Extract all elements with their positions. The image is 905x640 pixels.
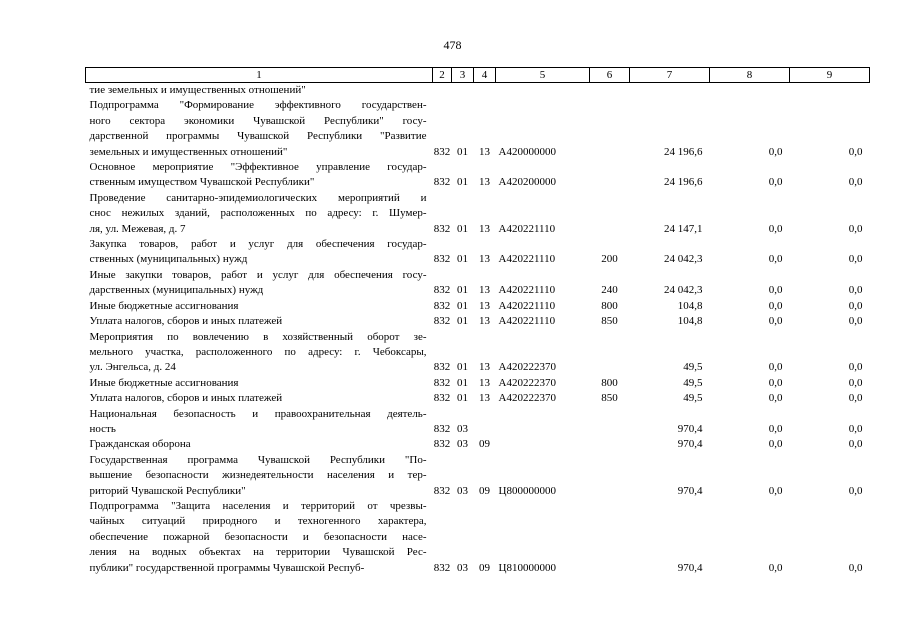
- cell-subsection: 13: [479, 145, 490, 158]
- cell-subsection: 09: [479, 438, 490, 451]
- item-name-line: снос нежилых зданий, расположенных по адресу: г. Шумер-: [89, 207, 427, 220]
- table-row: [86, 83, 870, 99]
- table-body: [86, 83, 870, 577]
- page-number: 478: [443, 38, 462, 52]
- cell-amount-col8: 0,0: [768, 315, 783, 328]
- cell-amount-col8: 0,0: [768, 222, 783, 235]
- item-name-line: риторий Чувашской Республики": [89, 484, 246, 497]
- cell-target-article: А420222370: [498, 361, 556, 374]
- cell-subsection: 13: [479, 361, 490, 374]
- cell-target-article: Ц800000000: [498, 484, 556, 497]
- cell-target-article: [496, 83, 590, 99]
- cell-amount-col7: 24 042,3: [664, 284, 703, 297]
- cell-ministry-code: 832: [433, 176, 451, 189]
- cell-section: 03: [457, 561, 468, 574]
- cell-target-article: А420200000: [498, 176, 556, 189]
- cell-expense-type: 800: [601, 299, 618, 312]
- cell-item-name: [86, 98, 433, 160]
- cell-amount-col8: 0,0: [768, 145, 783, 158]
- item-name-line: Подпрограмма "Формирование эффективного государствен-: [89, 99, 427, 112]
- item-name-line: дарственной программы Чувашской Республики "Развитие: [89, 130, 427, 143]
- cell-expense-type: [590, 330, 630, 376]
- item-name-line: Закупка товаров, работ и услуг для обеспечения государ-: [89, 238, 427, 251]
- cell-amount-col9: 0,0: [848, 376, 863, 389]
- cell-amount-col7: 970,4: [677, 422, 703, 435]
- cell-amount-col8: [710, 83, 790, 99]
- item-name-line: ля, ул. Межевая, д. 7: [89, 222, 186, 235]
- cell-target-article: А420222370: [498, 392, 556, 405]
- cell-ministry-code: 832: [433, 315, 451, 328]
- cell-expense-type: 850: [601, 315, 618, 328]
- cell-subsection: 13: [479, 284, 490, 297]
- item-name-line: ного сектора экономики Чувашской Республики" госу-: [89, 114, 427, 127]
- cell-amount-col7: [630, 83, 710, 99]
- header-row: [86, 68, 870, 83]
- cell-target-article: А420222370: [498, 376, 556, 389]
- cell-item-name: [86, 314, 433, 329]
- cell-item-name: [86, 376, 433, 391]
- cell-section: [452, 83, 474, 99]
- cell-section: 01: [457, 176, 468, 189]
- cell-section: 01: [457, 392, 468, 405]
- cell-ministry-code: 832: [433, 561, 451, 574]
- cell-amount-col9: 0,0: [848, 422, 863, 435]
- cell-ministry-code: 832: [433, 222, 451, 235]
- cell-expense-type: 240: [601, 284, 618, 297]
- item-name-line: Уплата налогов, сборов и иных платежей: [89, 392, 283, 405]
- cell-amount-col9: 0,0: [848, 145, 863, 158]
- header-col-4: 4: [474, 68, 496, 83]
- item-name-line: вышение безопасности жизнедеятельности населения и тер-: [89, 469, 427, 482]
- cell-item-name: [86, 237, 433, 268]
- cell-target-article: А420221110: [498, 253, 556, 266]
- cell-subsection: 13: [479, 222, 490, 235]
- cell-amount-col7: 49,5: [683, 376, 703, 389]
- cell-amount-col7: 49,5: [683, 361, 703, 374]
- cell-ministry-code: 832: [433, 145, 451, 158]
- table-row: [86, 376, 870, 391]
- cell-ministry-code: 832: [433, 376, 451, 389]
- cell-subsection: [474, 407, 496, 438]
- cell-ministry-code: 832: [433, 253, 451, 266]
- cell-target-article: А420000000: [498, 145, 556, 158]
- table-row: [86, 499, 870, 576]
- cell-amount-col9: 0,0: [848, 176, 863, 189]
- cell-ministry-code: 832: [433, 299, 451, 312]
- table-row: [86, 98, 870, 160]
- item-name-line: Гражданская оборона: [89, 438, 191, 451]
- cell-target-article: А420221110: [498, 315, 556, 328]
- cell-amount-col8: 0,0: [768, 361, 783, 374]
- cell-expense-type: [590, 83, 630, 99]
- cell-ministry-code: 832: [433, 484, 451, 497]
- item-name-line: тие земельных и имущественных отношений": [89, 84, 306, 96]
- cell-ministry-code: 832: [433, 438, 451, 451]
- item-name-line: ность: [89, 422, 116, 435]
- cell-amount-col9: 0,0: [848, 361, 863, 374]
- cell-subsection: 09: [479, 561, 490, 574]
- cell-amount-col8: 0,0: [768, 484, 783, 497]
- cell-target-article: А420221110: [498, 284, 556, 297]
- item-name-line: ления на водных объектах на территории Чувашской Рес-: [89, 546, 427, 559]
- header-col-7: 7: [630, 68, 710, 83]
- cell-expense-type: [590, 453, 630, 499]
- cell-expense-type: [590, 98, 630, 160]
- item-name-line: Проведение санитарно-эпидемиологических мероприятий и: [89, 191, 427, 204]
- cell-amount-col9: [790, 83, 870, 99]
- cell-expense-type: [590, 437, 630, 452]
- cell-section: 01: [457, 222, 468, 235]
- item-name-line: Мероприятия по вовлечению в хозяйственный оборот зе-: [89, 330, 427, 343]
- cell-amount-col9: 0,0: [848, 284, 863, 297]
- item-name-line: Государственная программа Чувашской Республики "По-: [89, 453, 427, 466]
- header-col-1: 1: [86, 68, 433, 83]
- cell-section: 01: [457, 253, 468, 266]
- item-name-line: Национальная безопасность и правоохранительная деятель-: [89, 407, 427, 420]
- table-header: [86, 68, 870, 83]
- header-col-2: 2: [433, 68, 452, 83]
- header-col-5: 5: [496, 68, 590, 83]
- cell-subsection: 13: [479, 299, 490, 312]
- item-name-line: чайных ситуаций природного и техногенного характера,: [89, 515, 427, 528]
- cell-section: 01: [457, 376, 468, 389]
- header-col-6: 6: [590, 68, 630, 83]
- cell-amount-col9: 0,0: [848, 484, 863, 497]
- cell-amount-col8: 0,0: [768, 561, 783, 574]
- cell-section: 01: [457, 361, 468, 374]
- cell-subsection: 09: [479, 484, 490, 497]
- cell-amount-col8: 0,0: [768, 422, 783, 435]
- cell-section: 03: [457, 438, 468, 451]
- cell-amount-col7: 970,4: [677, 561, 703, 574]
- table-row: [86, 160, 870, 191]
- cell-subsection: 13: [479, 176, 490, 189]
- item-name-line: Основное мероприятие "Эффективное управление государ-: [89, 161, 427, 174]
- cell-amount-col8: 0,0: [768, 392, 783, 405]
- item-name-line: ственных (муниципальных) нужд: [89, 253, 248, 266]
- cell-ministry-code: 832: [433, 361, 451, 374]
- cell-item-name: [86, 268, 433, 299]
- table-row: [86, 299, 870, 314]
- cell-item-name: [86, 160, 433, 191]
- cell-amount-col8: 0,0: [768, 253, 783, 266]
- cell-amount-col7: 970,4: [677, 438, 703, 451]
- table-row: [86, 237, 870, 268]
- cell-section: 01: [457, 284, 468, 297]
- cell-item-name: [86, 330, 433, 376]
- item-name-line: Иные бюджетные ассигнования: [89, 376, 239, 389]
- cell-subsection: 13: [479, 253, 490, 266]
- cell-section: 03: [457, 484, 468, 497]
- cell-target-article: А420221110: [498, 299, 556, 312]
- cell-amount-col8: 0,0: [768, 376, 783, 389]
- item-name-line: Иные закупки товаров, работ и услуг для обеспечения госу-: [89, 268, 427, 281]
- cell-amount-col9: 0,0: [848, 438, 863, 451]
- cell-target-article: А420221110: [498, 222, 556, 235]
- cell-ministry-code: 832: [433, 392, 451, 405]
- cell-subsection: [474, 83, 496, 99]
- cell-amount-col8: 0,0: [768, 299, 783, 312]
- cell-amount-col9: 0,0: [848, 561, 863, 574]
- header-col-9: 9: [790, 68, 870, 83]
- item-name-line: дарственных (муниципальных) нужд: [89, 284, 264, 297]
- table-row: [86, 453, 870, 499]
- cell-item-name: [86, 83, 433, 99]
- item-name-line: Подпрограмма "Защита населения и территорий от чрезвы-: [89, 499, 427, 512]
- cell-amount-col7: 104,8: [677, 299, 703, 312]
- cell-expense-type: 200: [601, 253, 618, 266]
- table-row: [86, 330, 870, 376]
- cell-item-name: [86, 391, 433, 406]
- cell-amount-col7: 24 042,3: [664, 253, 703, 266]
- cell-expense-type: [590, 191, 630, 237]
- cell-amount-col9: 0,0: [848, 392, 863, 405]
- cell-target-article: Ц810000000: [498, 561, 556, 574]
- cell-amount-col9: 0,0: [848, 222, 863, 235]
- cell-item-name: [86, 437, 433, 452]
- cell-section: 01: [457, 299, 468, 312]
- cell-item-name: [86, 407, 433, 438]
- cell-item-name: [86, 453, 433, 499]
- cell-amount-col8: 0,0: [768, 438, 783, 451]
- cell-subsection: 13: [479, 376, 490, 389]
- cell-subsection: 13: [479, 392, 490, 405]
- item-name-line: Уплата налогов, сборов и иных платежей: [89, 315, 283, 328]
- cell-section: 01: [457, 145, 468, 158]
- cell-amount-col7: 49,5: [683, 392, 703, 405]
- cell-expense-type: [590, 499, 630, 576]
- cell-amount-col8: 0,0: [768, 176, 783, 189]
- cell-amount-col8: 0,0: [768, 284, 783, 297]
- cell-expense-type: [590, 407, 630, 438]
- cell-amount-col9: 0,0: [848, 253, 863, 266]
- table-row: [86, 437, 870, 452]
- cell-amount-col9: 0,0: [848, 299, 863, 312]
- cell-amount-col7: 24 196,6: [664, 145, 703, 158]
- cell-item-name: [86, 191, 433, 237]
- cell-expense-type: [590, 160, 630, 191]
- cell-ministry-code: 832: [433, 422, 451, 435]
- item-name-line: земельных и имущественных отношений": [89, 145, 288, 158]
- cell-amount-col9: 0,0: [848, 315, 863, 328]
- cell-amount-col7: 24 196,6: [664, 176, 703, 189]
- cell-amount-col7: 104,8: [677, 315, 703, 328]
- cell-expense-type: 800: [601, 376, 618, 389]
- item-name-line: мельного участка, расположенного по адресу: г. Чебоксары,: [89, 345, 427, 358]
- item-name-line: публики" государственной программы Чувашской Респуб-: [89, 561, 365, 574]
- table-row: [86, 391, 870, 406]
- cell-item-name: [86, 299, 433, 314]
- table-row: [86, 314, 870, 329]
- cell-ministry-code: 832: [433, 284, 451, 297]
- item-name-line: ул. Энгельса, д. 24: [89, 361, 176, 374]
- table-row: [86, 407, 870, 438]
- cell-subsection: 13: [479, 315, 490, 328]
- header-col-3: 3: [452, 68, 474, 83]
- item-name-line: обеспечение пожарной безопасности и безопасности насе-: [89, 530, 427, 543]
- cell-target-article: [496, 407, 590, 438]
- cell-target-article: [496, 437, 590, 452]
- cell-expense-type: 850: [601, 392, 618, 405]
- cell-ministry-code: [433, 83, 452, 99]
- table-row: [86, 268, 870, 299]
- cell-item-name: [86, 499, 433, 576]
- item-name-line: ственным имуществом Чувашской Республики": [89, 176, 315, 189]
- cell-amount-col7: 970,4: [677, 484, 703, 497]
- item-name-line: Иные бюджетные ассигнования: [89, 299, 239, 312]
- header-col-8: 8: [710, 68, 790, 83]
- cell-section: 01: [457, 315, 468, 328]
- cell-amount-col7: 24 147,1: [664, 222, 703, 235]
- table-row: [86, 191, 870, 237]
- budget-table: [85, 67, 870, 576]
- cell-section: 03: [457, 422, 468, 435]
